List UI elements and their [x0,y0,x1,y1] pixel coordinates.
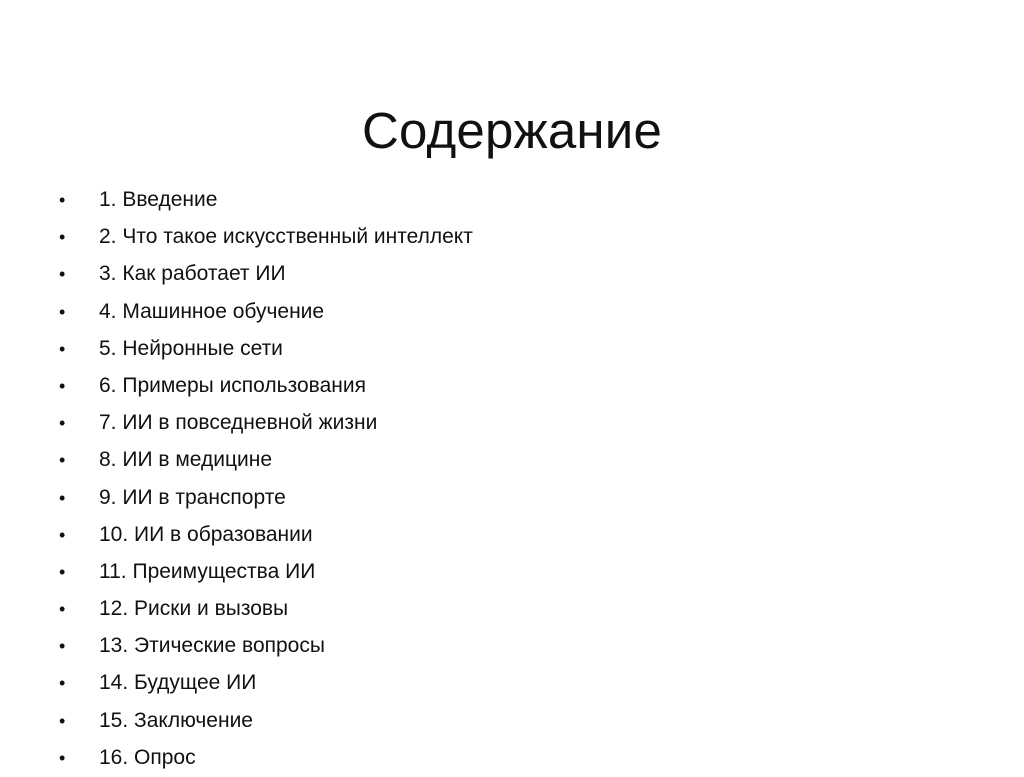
bullet-icon: • [59,450,66,471]
bullet-icon: • [59,561,66,582]
toc-item-label: 2. Что такое искусственный интеллект [99,225,473,249]
toc-item-label: 16. Опрос [99,745,196,769]
bullet-icon: • [59,301,66,322]
toc-item-5 [59,330,473,367]
toc-item-14 [59,664,473,701]
toc-item-label: 12. Риски и вызовы [99,597,289,621]
toc-item-label: 14. Будущее ИИ [99,671,257,695]
toc-item-8 [59,441,473,478]
toc-item-label: 11. Преимущества ИИ [99,559,316,583]
toc-item-label: 4. Машинное обучение [99,299,325,323]
toc-item-10 [59,516,473,553]
toc-item-4 [59,293,473,330]
bullet-icon: • [59,710,66,731]
bullet-icon: • [59,190,66,210]
bullet-icon: • [59,487,66,508]
toc-item-13 [59,627,473,664]
toc-item-2 [59,218,473,255]
bullet-icon: • [59,227,66,248]
toc-item-label: 10. ИИ в образовании [99,522,313,546]
toc-item-label: 3. Как работает ИИ [99,262,286,286]
toc-item-6 [59,367,473,404]
toc-item-16 [59,739,473,776]
slide-title: Содержание [361,102,663,160]
toc-item-label: 15. Заключение [99,708,253,732]
toc-item-3 [59,255,473,292]
bullet-icon: • [59,413,66,434]
bullet-icon: • [59,599,66,620]
bullet-icon: • [59,375,66,396]
bullet-icon: • [59,524,66,545]
bullet-icon: • [59,747,66,768]
toc-item-label: 8. ИИ в медицине [99,448,273,472]
toc-item-label: 13. Этические вопросы [99,634,325,658]
toc-item-label: 9. ИИ в транспорте [99,485,286,509]
toc-item-12 [59,590,473,627]
toc-item-7 [59,404,473,441]
toc-item-1 [59,181,473,218]
toc-item-15 [59,702,473,739]
toc-item-9 [59,479,473,516]
bullet-icon: • [59,636,66,657]
toc-item-label: 1. Введение [99,188,218,211]
bullet-icon: • [59,338,66,359]
toc-item-label: 6. Примеры использования [99,373,366,397]
toc-item-label: 7. ИИ в повседневной жизни [99,411,378,435]
toc-item-11 [59,553,473,590]
bullet-icon: • [59,673,66,694]
toc-item-label: 5. Нейронные сети [99,336,283,360]
bullet-icon: • [59,264,66,285]
table-of-contents-list [59,181,473,776]
